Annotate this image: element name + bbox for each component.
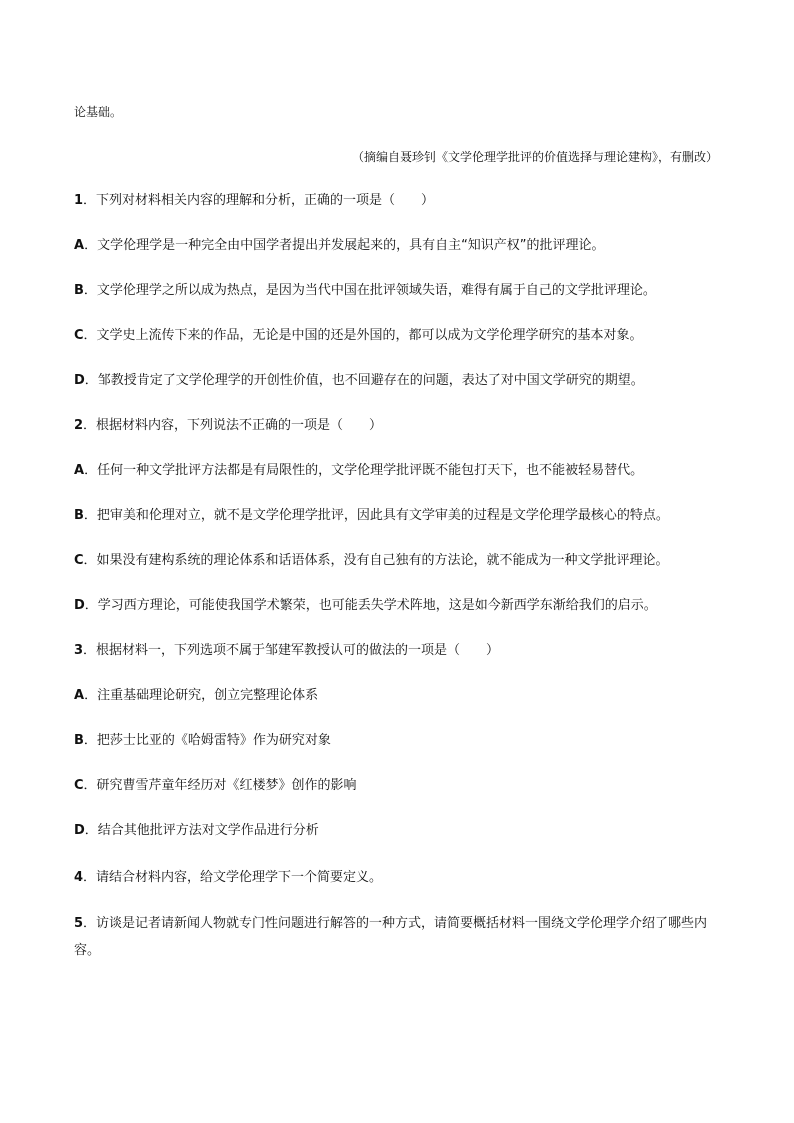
option-label: A [74,463,85,478]
option-3a [74,687,318,705]
option-label: B [74,508,84,523]
question-number: 2 [74,418,84,433]
question-1 [74,192,434,210]
question-number: 1 [74,193,84,208]
question-3 [74,642,499,660]
option-label: A [74,688,85,703]
option-label: C [74,553,84,568]
option-label: D [74,598,85,613]
option-text: ．如果没有建构系统的理论体系和话语体系，没有自己独有的方法论，就不能成为一种文学批评理论。 [83,553,669,568]
option-1c [74,327,643,345]
option-3c [74,777,357,795]
option-text: ．研究曹雪芹童年经历对《红楼梦》创作的影响 [83,778,357,793]
option-1a [74,237,605,255]
option-label: D [74,373,85,388]
option-2a [74,462,643,480]
question-number: 4 [74,870,84,885]
option-label: C [74,328,84,343]
option-text: ．任何一种文学批评方法都是有局限性的，文学伦理学批评既不能包打天下，也不能被轻易替代。 [84,463,644,478]
option-text: ．文学伦理学是一种完全由中国学者提出并发展起来的，具有自主“知识产权”的批评理论。 [84,238,605,253]
option-label: C [74,778,84,793]
option-3b [74,732,331,750]
option-text: ．文学伦理学之所以成为热点，是因为当代中国在批评领域失语，难得有属于自己的文学批评理论。 [83,283,656,298]
question-stem: ．访谈是记者请新闻人物就专门性问题进行解答的一种方式，请简要概括材料一围绕文学伦理学介绍了哪些内容。 [74,916,708,958]
option-text: ．把莎士比亚的《哈姆雷特》作为研究对象 [83,733,331,748]
question-number: 5 [74,916,84,931]
question-5 [74,910,724,964]
option-text: ．注重基础理论研究，创立完整理论体系 [84,688,319,703]
question-2 [74,417,382,435]
option-2b [74,507,669,525]
option-label: A [74,238,85,253]
option-label: B [74,733,84,748]
option-2c [74,552,669,570]
option-text: ．结合其他批评方法对文学作品进行分析 [84,823,319,838]
option-text: ．把审美和伦理对立，就不是文学伦理学批评，因此具有文学审美的过程是文学伦理学最核心的特点。 [83,508,669,523]
question-stem: ．请结合材料内容，给文学伦理学下一个简要定义。 [83,870,383,885]
option-text: ．学习西方理论，可能使我国学术繁荣，也可能丢失学术阵地，这是如今新西学东渐给我们的启示。 [84,598,657,613]
option-1b [74,282,656,300]
option-text: ．邹教授肯定了文学伦理学的开创性价值，也不回避存在的问题，表达了对中国文学研究的期望。 [84,373,644,388]
option-label: B [74,283,84,298]
source-citation: （摘编自聂珍钊《文学伦理学批评的价值选择与理论建构》，有删改） [351,150,718,164]
paragraph-tail: 论基础。 [74,105,123,119]
question-stem: ．根据材料内容，下列说法不正确的一项是（ ） [83,418,383,433]
option-3d [74,822,319,840]
question-stem: ．根据材料一，下列选项不属于邹建军教授认可的做法的一项是（ ） [83,643,500,658]
option-label: D [74,823,85,838]
option-1d [74,372,644,390]
option-text: ．文学史上流传下来的作品，无论是中国的还是外国的，都可以成为文学伦理学研究的基本对象。 [83,328,643,343]
option-2d [74,597,657,615]
question-4 [74,869,382,887]
question-stem: ．下列对材料相关内容的理解和分析，正确的一项是（ ） [83,193,435,208]
question-number: 3 [74,643,84,658]
